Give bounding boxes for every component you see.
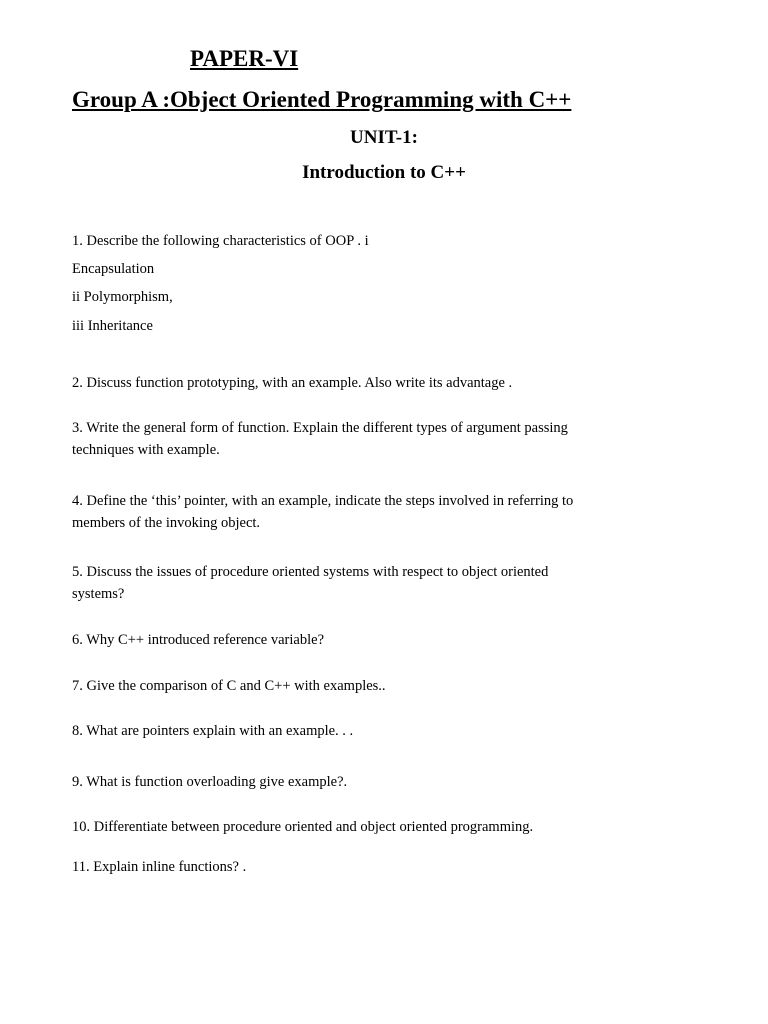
question-8: 8. What are pointers explain with an example. . .	[72, 723, 354, 739]
question-2: 2. Discuss function prototyping, with an example. Also write its advantage .	[72, 375, 513, 391]
question-10: 10. Differentiate between procedure oriented and object oriented programming.	[72, 819, 534, 835]
question-1-line-3: ii Polymorphism,	[72, 289, 173, 305]
group-title: Group A :Object Oriented Programming with C++	[72, 87, 572, 112]
question-3-line-1: 3. Write the general form of function. Explain the different types of argument passing	[72, 420, 568, 436]
question-7: 7. Give the comparison of C and C++ with examples..	[72, 678, 386, 694]
question-6: 6. Why C++ introduced reference variable?	[72, 632, 325, 648]
question-11: 11. Explain inline functions? .	[72, 859, 247, 875]
question-1-line-1: 1. Describe the following characteristics of OOP . i	[72, 233, 369, 249]
question-4-line-2: members of the invoking object.	[72, 515, 261, 531]
paper-title: PAPER-VI	[190, 46, 299, 71]
question-4-line-1: 4. Define the ‘this’ pointer, with an example, indicate the steps involved in referring to	[72, 493, 574, 509]
topic-title: Introduction to C++	[302, 162, 466, 183]
question-1-line-2: Encapsulation	[72, 261, 155, 277]
unit-title: UNIT-1:	[350, 127, 418, 148]
question-3-line-2: techniques with example.	[72, 442, 220, 458]
question-5-line-1: 5. Discuss the issues of procedure oriented systems with respect to object oriented	[72, 564, 549, 580]
question-9: 9. What is function overloading give example?.	[72, 774, 348, 790]
question-5-line-2: systems?	[72, 586, 125, 602]
question-1-line-4: iii Inheritance	[72, 318, 153, 334]
